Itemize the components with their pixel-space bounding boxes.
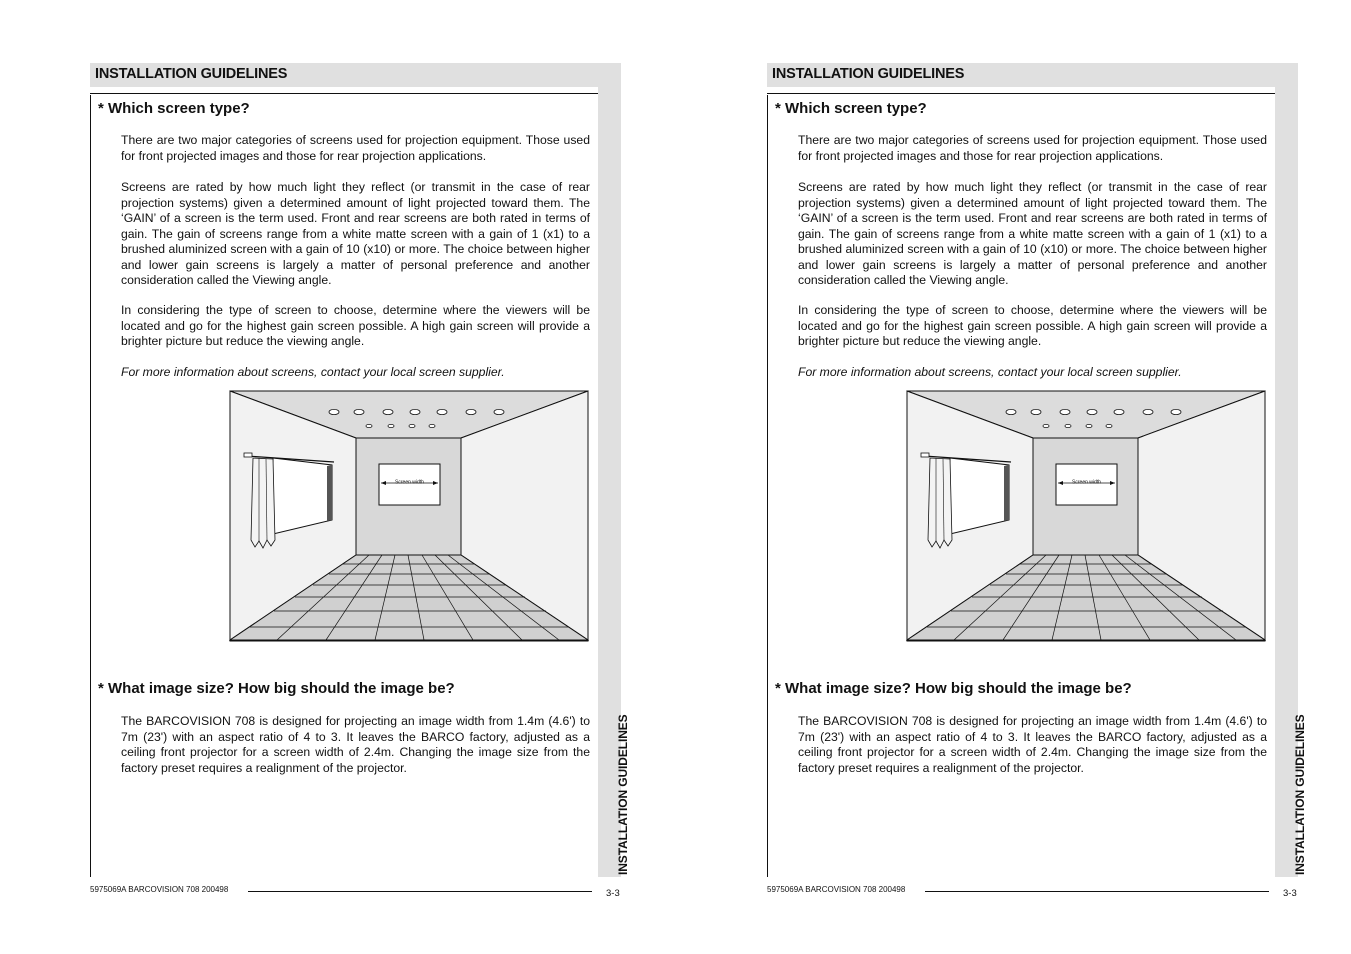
right-page xyxy=(677,0,1317,954)
side-section-label: INSTALLATION GUIDELINES xyxy=(616,714,630,875)
page-number: 3-3 xyxy=(606,888,620,899)
footer-document-code: 5975069A BARCOVISION 708 200498 xyxy=(90,885,229,894)
paragraph: The BARCOVISION 708 is designed for projecting an image width from 1.4m (4.6') to 7m (23') with an aspect ratio of 4 to 3. It leaves the BARCO factory, adjusted as a ceiling front projector for a screen width of 2.4m. Changing the image size from the factory preset requires a realignment of the projector. xyxy=(121,714,590,775)
section-title-screen-type: * Which screen type? xyxy=(98,100,250,117)
footer-document-code: 5975069A BARCOVISION 708 200498 xyxy=(767,885,906,894)
margin-line xyxy=(767,95,768,877)
footer-rule xyxy=(925,891,1269,892)
left-page xyxy=(0,0,640,954)
page-number: 3-3 xyxy=(1283,888,1297,899)
section-title-screen-type: * Which screen type? xyxy=(775,100,927,117)
header-rule xyxy=(90,93,598,94)
screen-width-label: Screen width xyxy=(395,479,424,486)
section-title-image-size: * What image size? How big should the image be? xyxy=(775,680,1132,697)
page-title: INSTALLATION GUIDELINES xyxy=(772,66,965,82)
margin-line xyxy=(90,95,91,877)
side-section-label: INSTALLATION GUIDELINES xyxy=(1293,714,1307,875)
paragraph: There are two major categories of screens used for projection equipment. Those used for front projected images and those for rear projection applications. xyxy=(121,133,590,163)
note-paragraph: For more information about screens, contact your local screen supplier. xyxy=(798,365,1182,379)
footer-rule xyxy=(248,891,592,892)
room-illustration xyxy=(906,390,1266,642)
header-rule xyxy=(767,93,1275,94)
paragraph: The BARCOVISION 708 is designed for projecting an image width from 1.4m (4.6') to 7m (23') with an aspect ratio of 4 to 3. It leaves the BARCO factory, adjusted as a ceiling front projector for a screen width of 2.4m. Changing the image size from the factory preset requires a realignment of the projector. xyxy=(798,714,1267,775)
paragraph: Screens are rated by how much light they reflect (or transmit in the case of rear projection systems) given a determined amount of light projected toward them. The ‘GAIN’ of a screen is the term used. Front and rear screens are both rated in terms of gain. The gain of screens range from a white matte screen with a gain of 1 (x1) to a brushed aluminized screen with a gain of 10 (x10) or more. The choice between higher and lower gain screens is largely a matter of personal preference and another consideration called the Viewing angle. xyxy=(798,180,1267,287)
section-title-image-size: * What image size? How big should the image be? xyxy=(98,680,455,697)
paragraph: Screens are rated by how much light they reflect (or transmit in the case of rear projection systems) given a determined amount of light projected toward them. The ‘GAIN’ of a screen is the term used. Front and rear screens are both rated in terms of gain. The gain of screens range from a white matte screen with a gain of 1 (x1) to a brushed aluminized screen with a gain of 10 (x10) or more. The choice between higher and lower gain screens is largely a matter of personal preference and another consideration called the Viewing angle. xyxy=(121,180,590,287)
paragraph: There are two major categories of screens used for projection equipment. Those used for front projected images and those for rear projection applications. xyxy=(798,133,1267,163)
screen-width-label: Screen width xyxy=(1072,479,1101,486)
room-illustration xyxy=(229,390,589,642)
page-title: INSTALLATION GUIDELINES xyxy=(95,66,288,82)
paragraph: In considering the type of screen to choose, determine where the viewers will be located and go for the highest gain screen possible. A high gain screen will provide a brighter picture but reduce the viewing angle. xyxy=(121,303,590,348)
note-paragraph: For more information about screens, contact your local screen supplier. xyxy=(121,365,505,379)
paragraph: In considering the type of screen to choose, determine where the viewers will be located and go for the highest gain screen possible. A high gain screen will provide a brighter picture but reduce the viewing angle. xyxy=(798,303,1267,348)
